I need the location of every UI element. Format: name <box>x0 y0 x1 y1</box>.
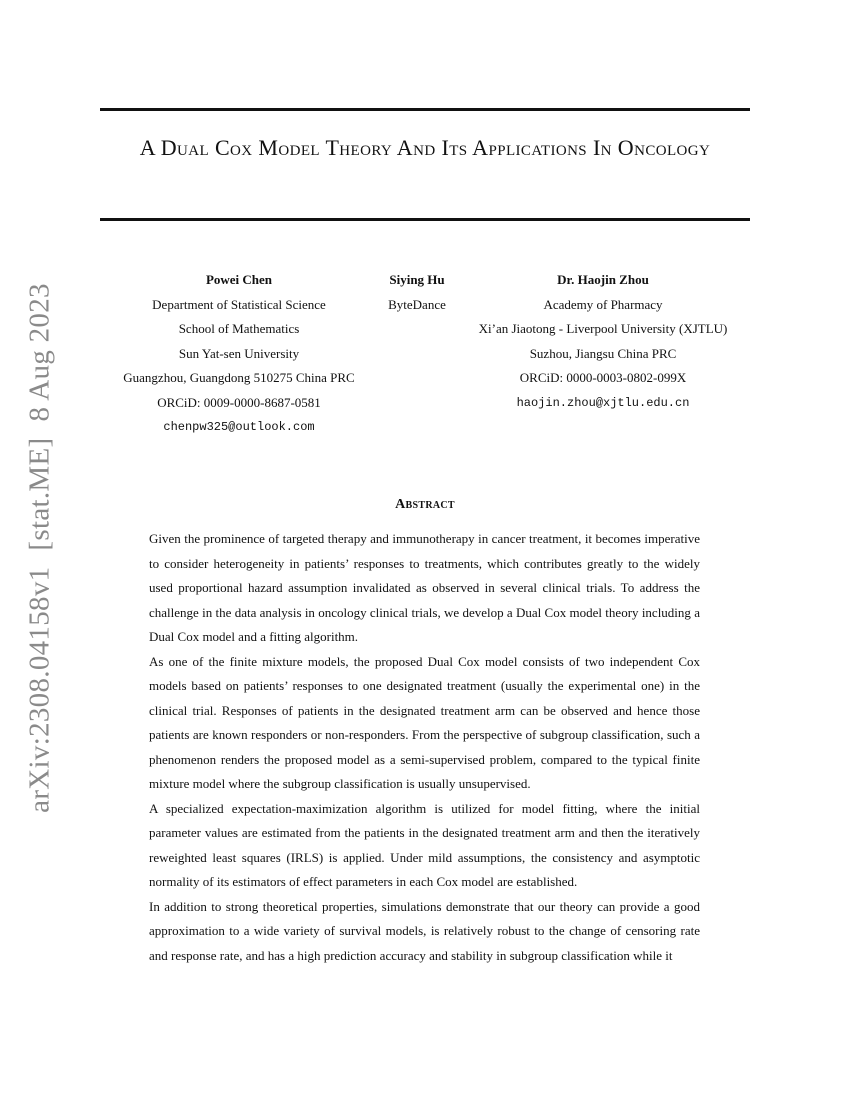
author-affiliation: Department of Statistical Science <box>152 296 326 312</box>
arxiv-identifier-stamp <box>24 267 57 813</box>
author-affiliation: Academy of Pharmacy <box>543 296 663 312</box>
abstract-heading: Abstract <box>395 497 455 512</box>
abstract-paragraph: In addition to strong theoretical properties, simulations demonstrate that our theory can provide a good approximation to a wide variety of survival models, is relatively robust to the change of censoring rate and response rate, and has a high prediction accuracy and stability in subgroup classification while it <box>149 898 700 963</box>
title-bottom-rule <box>100 218 750 221</box>
author-affiliation: School of Mathematics <box>178 321 300 336</box>
author-affiliation: Sun Yat-sen University <box>178 345 300 361</box>
author-address: Suzhou, Jiangsu China PRC <box>529 345 677 361</box>
author-address: Guangzhou, Guangdong 510275 China PRC <box>123 370 355 385</box>
author-name: Powei Chen <box>205 272 273 287</box>
author-block-3 <box>456 268 750 415</box>
abstract-paragraph: A specialized expectation-maximization algorithm is utilized for model fitting, where the initial parameter values are estimated from the patients in the designated treatment arm and then the iteratively reweighted least squares (IRLS) is applied. Under mild assumptions, the consistency and asymptotic normality of its estimators of effect parameters in each Cox model are established. <box>149 800 700 889</box>
author-name: Siying Hu <box>389 272 445 287</box>
title-top-rule <box>100 108 750 111</box>
arxiv-id: arXiv:2308.04158v1 <box>23 566 56 813</box>
abstract-paragraph: As one of the finite mixture models, the proposed Dual Cox model consists of two independent Cox models based on patients’ responses to one designated treatment (usually the experimental one) in the clinical trial. Responses of patients in the designated treatment arm can be observed and hence those patients are known responders or non-responders. From the perspective of subgroup classification, such a phenomenon renders the proposed model as a semi-supervised problem, compared to the typical finite mixture model where the subgroup classification is usually unsupervised. <box>149 653 700 791</box>
abstract-paragraph: Given the prominence of targeted therapy and immunotherapy in cancer treatment, it becomes imperative to consider heterogeneity in patients’ responses to treatments, which contributes greatly to the widely used proportional hazard assumption invalidated as observed in several clinical trials. To address the challenge in the data analysis in oncology clinical trials, we develop a Dual Cox model theory including a Dual Cox model and a fitting algorithm. <box>149 531 700 644</box>
arxiv-category: [stat.ME] <box>23 437 56 551</box>
abstract-body <box>149 527 700 968</box>
author-orcid: ORCiD: 0000-0003-0802-099X <box>519 370 687 385</box>
author-email[interactable]: haojin.zhou@xjtlu.edu.cn <box>516 395 690 410</box>
author-orcid: ORCiD: 0009-0000-8687-0581 <box>157 394 321 410</box>
author-affiliation: Xi’an Jiaotong - Liverpool University (XJTLU) <box>478 321 728 336</box>
author-name: Dr. Haojin Zhou <box>557 272 649 287</box>
paper-title: A Dual Cox Model Theory And Its Applications In Oncology <box>139 135 711 160</box>
author-block-1 <box>100 268 378 440</box>
arxiv-date: 8 Aug 2023 <box>23 283 56 422</box>
author-affiliation: ByteDance <box>388 296 446 312</box>
author-email[interactable]: chenpw325@outlook.com <box>163 420 315 434</box>
author-block-2 <box>378 268 456 317</box>
